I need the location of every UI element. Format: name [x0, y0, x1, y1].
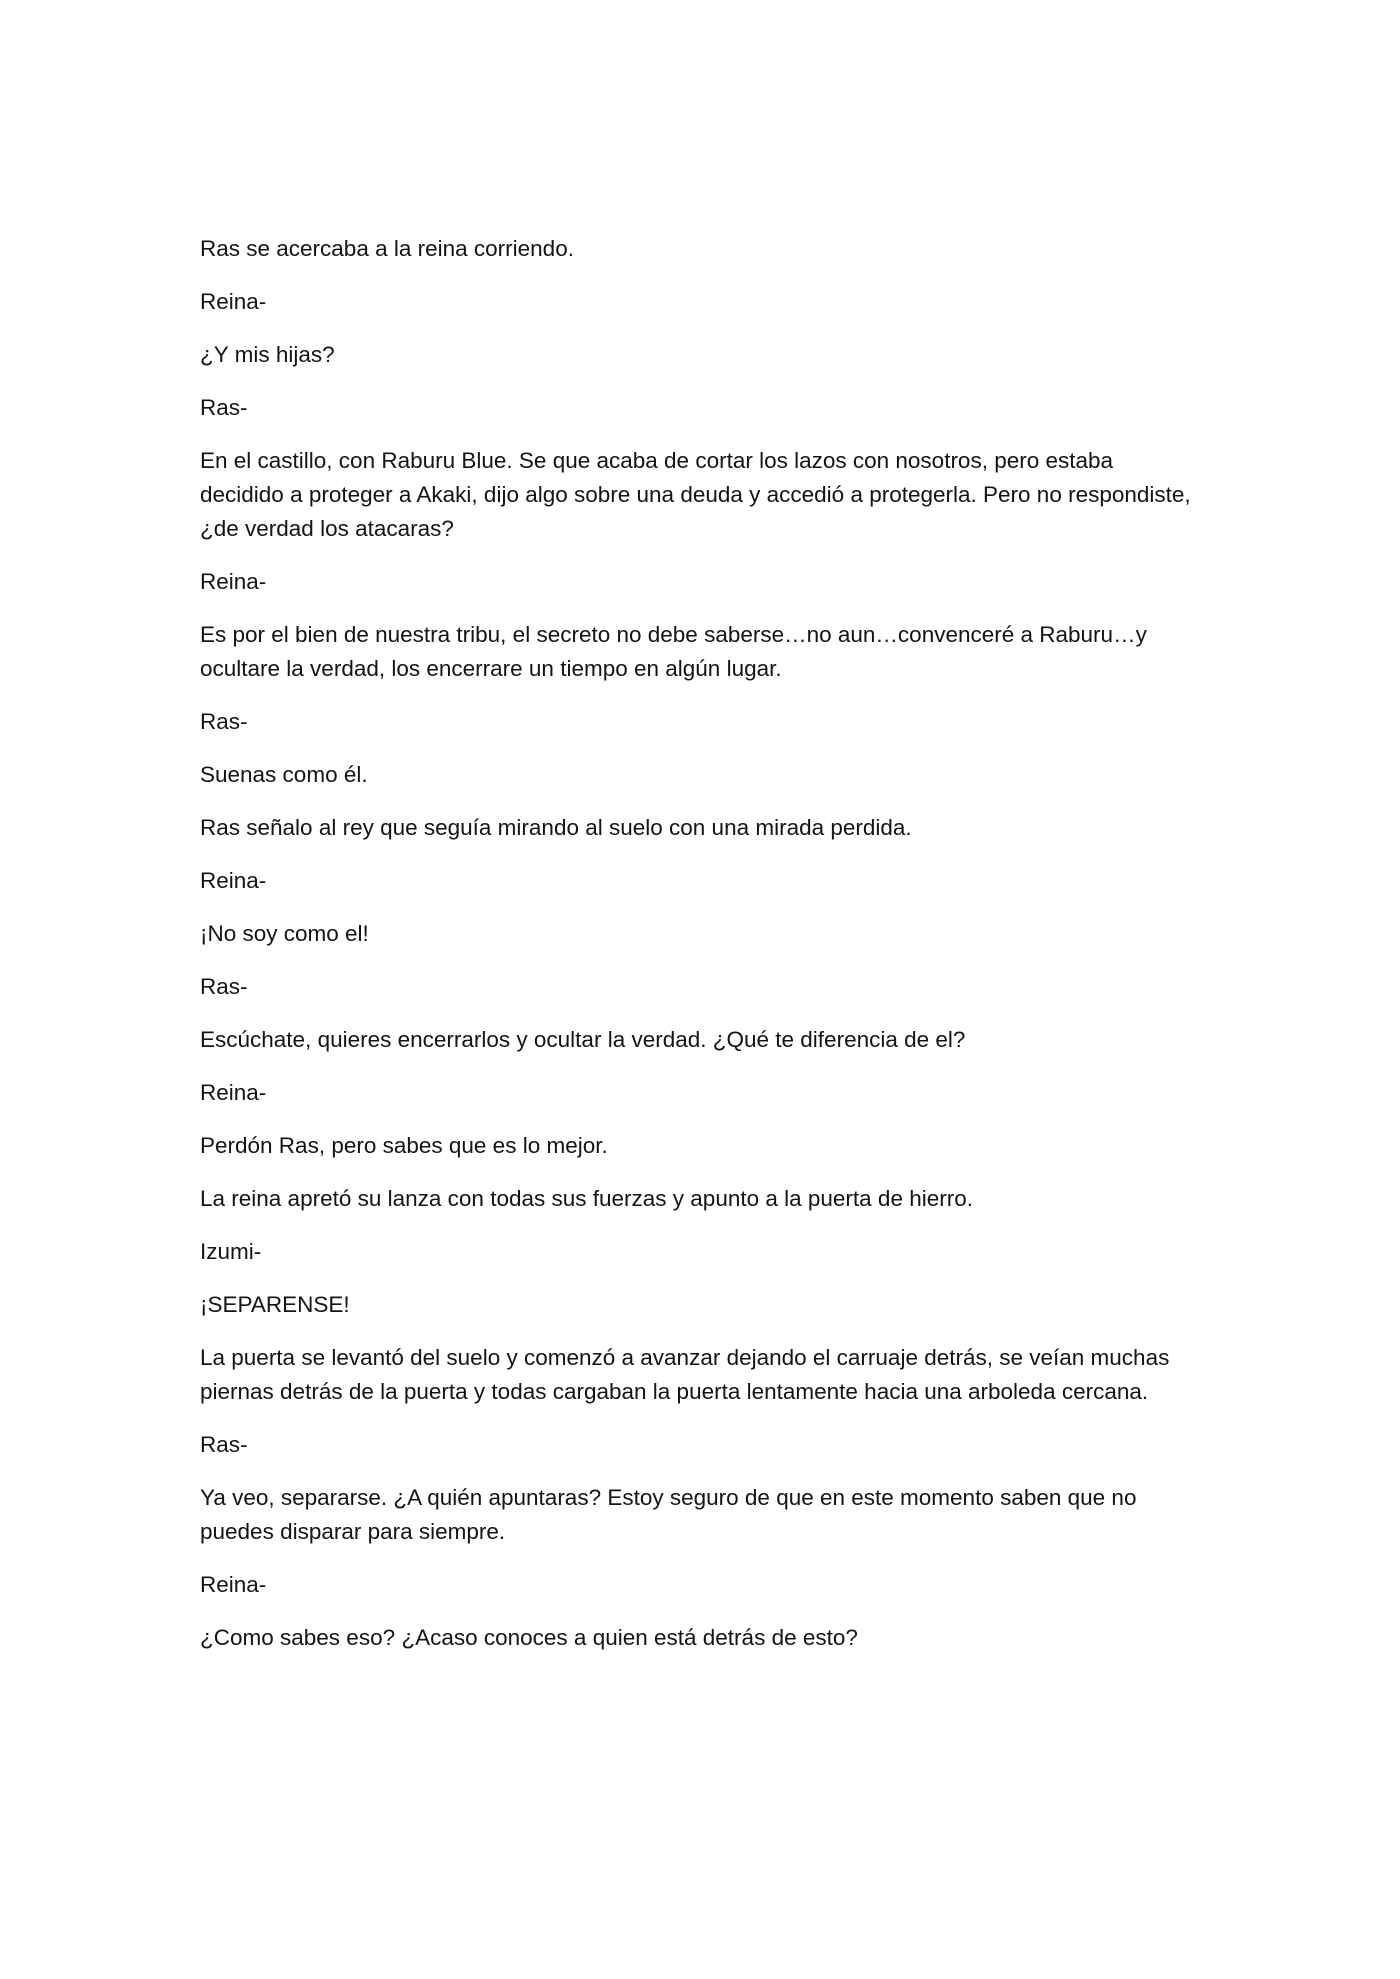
dialogue-line: Es por el bien de nuestra tribu, el secreto no debe saberse…no aun…convenceré a Raburu…y ocultare la verdad, los encerrare un tiempo en algún lugar.: [200, 622, 1147, 681]
speaker-label: Ras-: [200, 974, 248, 999]
dialogue-line: ¿Y mis hijas?: [200, 342, 335, 367]
dialogue-line: Escúchate, quieres encerrarlos y ocultar la verdad. ¿Qué te diferencia de el?: [200, 1027, 966, 1052]
narration-paragraph: Ras señalo al rey que seguía mirando al suelo con una mirada perdida.: [200, 815, 912, 840]
narration-paragraph: La puerta se levantó del suelo y comenzó a avanzar dejando el carruaje detrás, se veían muchas piernas detrás de la puerta y todas cargaban la puerta lentamente hacia una arboleda cercana.: [200, 1345, 1170, 1404]
speaker-label: Reina-: [200, 289, 267, 314]
dialogue-line: ¡No soy como el!: [200, 921, 369, 946]
dialogue-line: ¿Como sabes eso? ¿Acaso conoces a quien está detrás de esto?: [200, 1625, 858, 1650]
document-body: [200, 232, 1200, 1674]
narration-paragraph: Ras se acercaba a la reina corriendo.: [200, 236, 574, 261]
speaker-label: Ras-: [200, 709, 248, 734]
speaker-label: Reina-: [200, 868, 267, 893]
speaker-label: Izumi-: [200, 1239, 262, 1264]
speaker-label: Reina-: [200, 569, 267, 594]
speaker-label: Reina-: [200, 1572, 267, 1597]
narration-paragraph: La reina apretó su lanza con todas sus fuerzas y apunto a la puerta de hierro.: [200, 1186, 973, 1211]
dialogue-line: Ya veo, separarse. ¿A quién apuntaras? Estoy seguro de que en este momento saben que no puedes disparar para siempre.: [200, 1485, 1137, 1544]
dialogue-line: Suenas como él.: [200, 762, 368, 787]
speaker-label: Ras-: [200, 395, 248, 420]
speaker-label: Reina-: [200, 1080, 267, 1105]
dialogue-line: Perdón Ras, pero sabes que es lo mejor.: [200, 1133, 608, 1158]
speaker-label: Ras-: [200, 1432, 248, 1457]
dialogue-line: En el castillo, con Raburu Blue. Se que acaba de cortar los lazos con nosotros, pero estaba decidido a proteger a Akaki, dijo algo sobre una deuda y accedió a protegerla. Pero no respondiste, ¿de verdad los atacaras?: [200, 448, 1191, 541]
dialogue-line: ¡SEPARENSE!: [200, 1292, 350, 1317]
